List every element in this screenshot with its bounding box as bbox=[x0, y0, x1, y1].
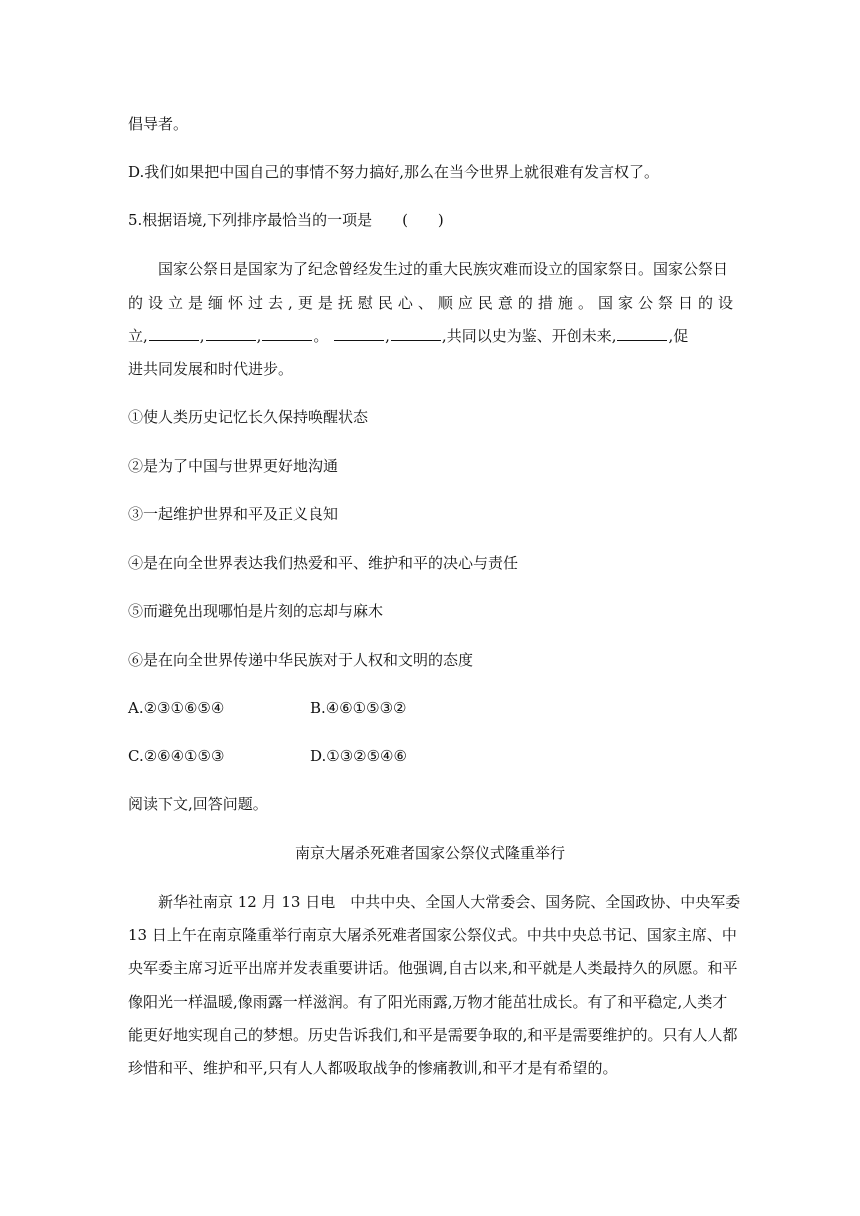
text-fragment: 立, bbox=[128, 327, 148, 345]
passage-line-3 bbox=[128, 326, 688, 346]
text-fragment: 。 bbox=[313, 327, 329, 345]
option-a[interactable]: A.②③①⑥⑤④ bbox=[128, 699, 225, 717]
fill-blank-5[interactable] bbox=[391, 326, 441, 341]
item-5: ⑤而避免出现哪怕是片刻的忘却与麻木 bbox=[128, 602, 384, 620]
fill-blank-6[interactable] bbox=[617, 326, 667, 341]
article-line-5: 能更好地实现自己的梦想。历史告诉我们,和平是需要争取的,和平是需要维护的。只有人人都 bbox=[128, 1026, 738, 1044]
fill-blank-4[interactable] bbox=[334, 326, 384, 341]
article-line-1: 新华社南京 12 月 13 日电 中共中央、全国人大常委会、国务院、全国政协、中央军委 bbox=[158, 893, 741, 911]
option-c[interactable]: C.②⑥④①⑤③ bbox=[128, 747, 225, 765]
passage-line-4: 进共同发展和时代进步。 bbox=[128, 360, 294, 378]
text-fragment: ,促 bbox=[668, 327, 689, 345]
article-line-4: 像阳光一样温暖,像雨露一样滋润。有了阳光雨露,万物才能茁壮成长。有了和平稳定,人类才 bbox=[128, 993, 728, 1011]
article-line-6: 珍惜和平、维护和平,只有人人都吸取战争的惨痛教训,和平才是有希望的。 bbox=[128, 1059, 618, 1077]
item-2: ②是为了中国与世界更好地沟通 bbox=[128, 457, 339, 475]
text-fragment: , bbox=[199, 327, 205, 345]
option-d-statement: D.我们如果把中国自己的事情不努力搞好,那么在当今世界上就很难有发言权了。 bbox=[128, 163, 660, 181]
option-d[interactable]: D.①③②⑤④⑥ bbox=[310, 747, 407, 765]
passage-line-1: 国家公祭日是国家为了纪念曾经发生过的重大民族灾难而设立的国家祭日。国家公祭日 bbox=[158, 260, 729, 278]
article-line-3: 央军委主席习近平出席并发表重要讲话。他强调,自古以来,和平就是人类最持久的夙愿。和平 bbox=[128, 959, 738, 977]
article-line-2: 13 日上午在南京隆重举行南京大屠杀死难者国家公祭仪式。中共中央总书记、国家主席、中 bbox=[128, 926, 737, 944]
item-3: ③一起维护世界和平及正义良知 bbox=[128, 505, 339, 523]
text-fragment: ,共同以史为鉴、开创未来, bbox=[441, 327, 617, 345]
text-fragment: , bbox=[256, 327, 262, 345]
options-row-2 bbox=[128, 746, 728, 766]
passage-line-2: 的设立是缅怀过去,更是抚慰民心、顺应民意的措施。国家公祭日的设 bbox=[128, 294, 733, 312]
article-title: 南京大屠杀死难者国家公祭仪式隆重举行 bbox=[294, 844, 565, 862]
fill-blank-1[interactable] bbox=[149, 326, 199, 341]
text-fragment: , bbox=[385, 327, 390, 345]
question-5: 5.根据语境,下列排序最恰当的一项是 ( ) bbox=[128, 211, 444, 229]
item-6: ⑥是在向全世界传递中华民族对于人权和文明的态度 bbox=[128, 651, 474, 669]
reading-instruction: 阅读下文,回答问题。 bbox=[128, 795, 268, 813]
item-1: ①使人类历史记忆长久保持唤醒状态 bbox=[128, 408, 369, 426]
fill-blank-3[interactable] bbox=[262, 326, 312, 341]
option-b[interactable]: B.④⑥①⑤③② bbox=[310, 699, 407, 717]
options-row-1 bbox=[128, 698, 728, 718]
fill-blank-2[interactable] bbox=[206, 326, 256, 341]
paragraph-fragment: 倡导者。 bbox=[128, 115, 189, 133]
item-4: ④是在向全世界表达我们热爱和平、维护和平的决心与责任 bbox=[128, 554, 519, 572]
